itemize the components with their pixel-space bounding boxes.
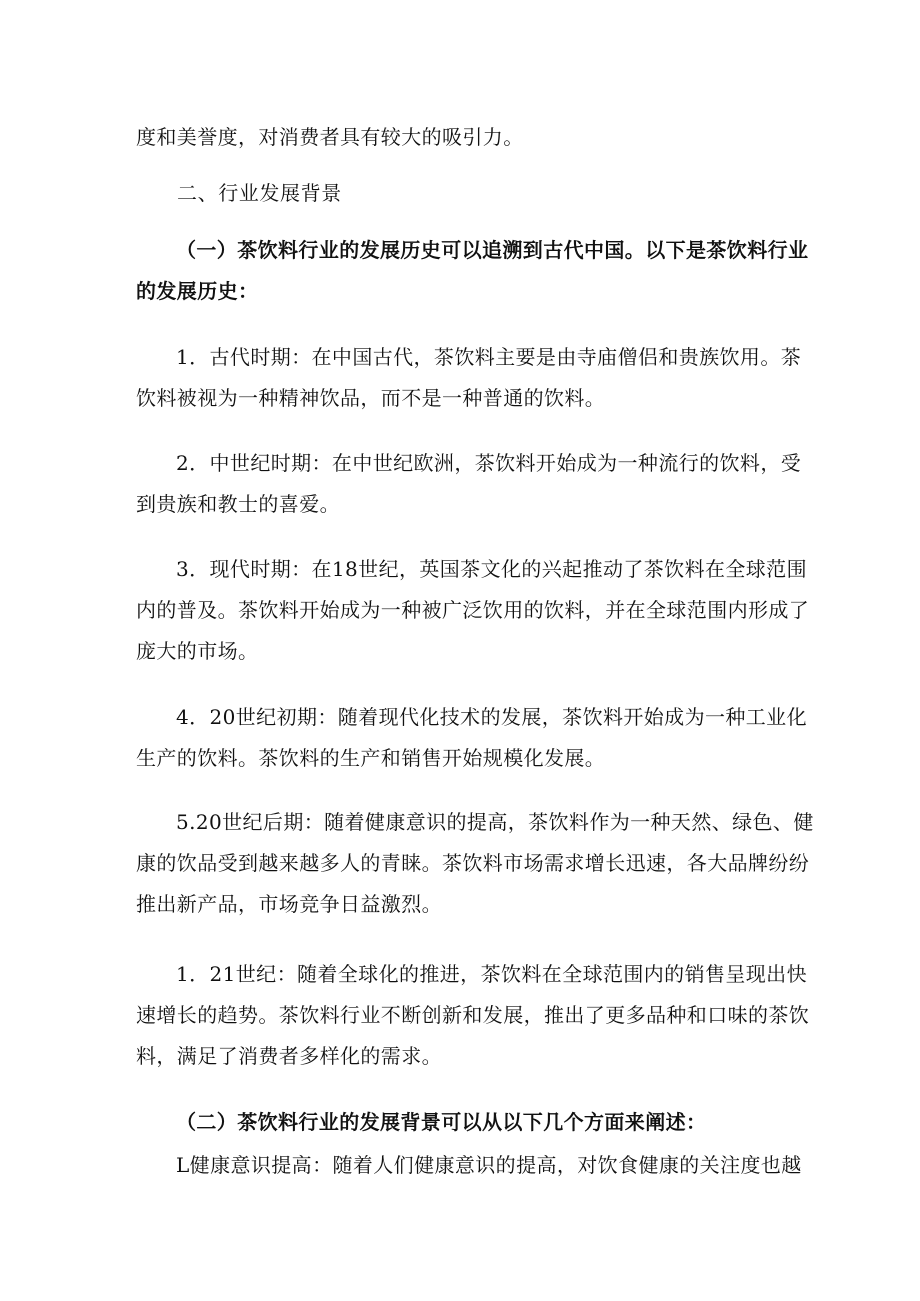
list-item-late-20th: 5.20世纪后期：随着健康意识的提高，茶饮料作为一种天然、绿色、健康的饮品受到越来越多人的青睐。茶饮料市场需求增长迅速，各大品牌纷纷推出新产品，市场竞争日益激烈。 xyxy=(136,810,814,916)
list-item-modern: 3．现代时期：在18世纪，英国茶文化的兴起推动了茶饮料在全球范围内的普及。茶饮料开始成为一种被广泛饮用的饮料，并在全球范围内形成了庞大的市场。 xyxy=(136,557,810,663)
section-heading: 二、行业发展背景 xyxy=(177,181,342,205)
subsection-heading-background: （二）茶饮料行业的发展背景可以从以下几个方面来阐述： xyxy=(176,1110,707,1134)
subsection-heading-history: （一）茶饮料行业的发展历史可以追溯到古代中国。以下是茶饮料行业的发展历史： xyxy=(136,238,809,303)
list-item-medieval: 2．中世纪时期：在中世纪欧洲，茶饮料开始成为一种流行的饮料，受到贵族和教士的喜爱。 xyxy=(136,451,802,516)
list-item-health-awareness: L健康意识提高：随着人们健康意识的提高，对饮食健康的关注度也越 xyxy=(176,1153,802,1177)
list-item-early-20th: 4．20世纪初期：随着现代化技术的发展，茶饮料开始成为一种工业化生产的饮料。茶饮料的生产和销售开始规模化发展。 xyxy=(136,705,807,770)
paragraph-intro-continuation: 度和美誉度，对消费者具有较大的吸引力。 xyxy=(136,125,524,149)
list-item-21st: 1．21世纪：随着全球化的推进，茶饮料在全球范围内的销售呈现出快速增长的趋势。茶饮料行业不断创新和发展，推出了更多品种和口味的茶饮料，满足了消费者多样化的需求。 xyxy=(136,962,810,1068)
list-item-ancient: 1．古代时期：在中国古代，茶饮料主要是由寺庙僧侣和贵族饮用。茶饮料被视为一种精神饮品，而不是一种普通的饮料。 xyxy=(136,345,802,410)
